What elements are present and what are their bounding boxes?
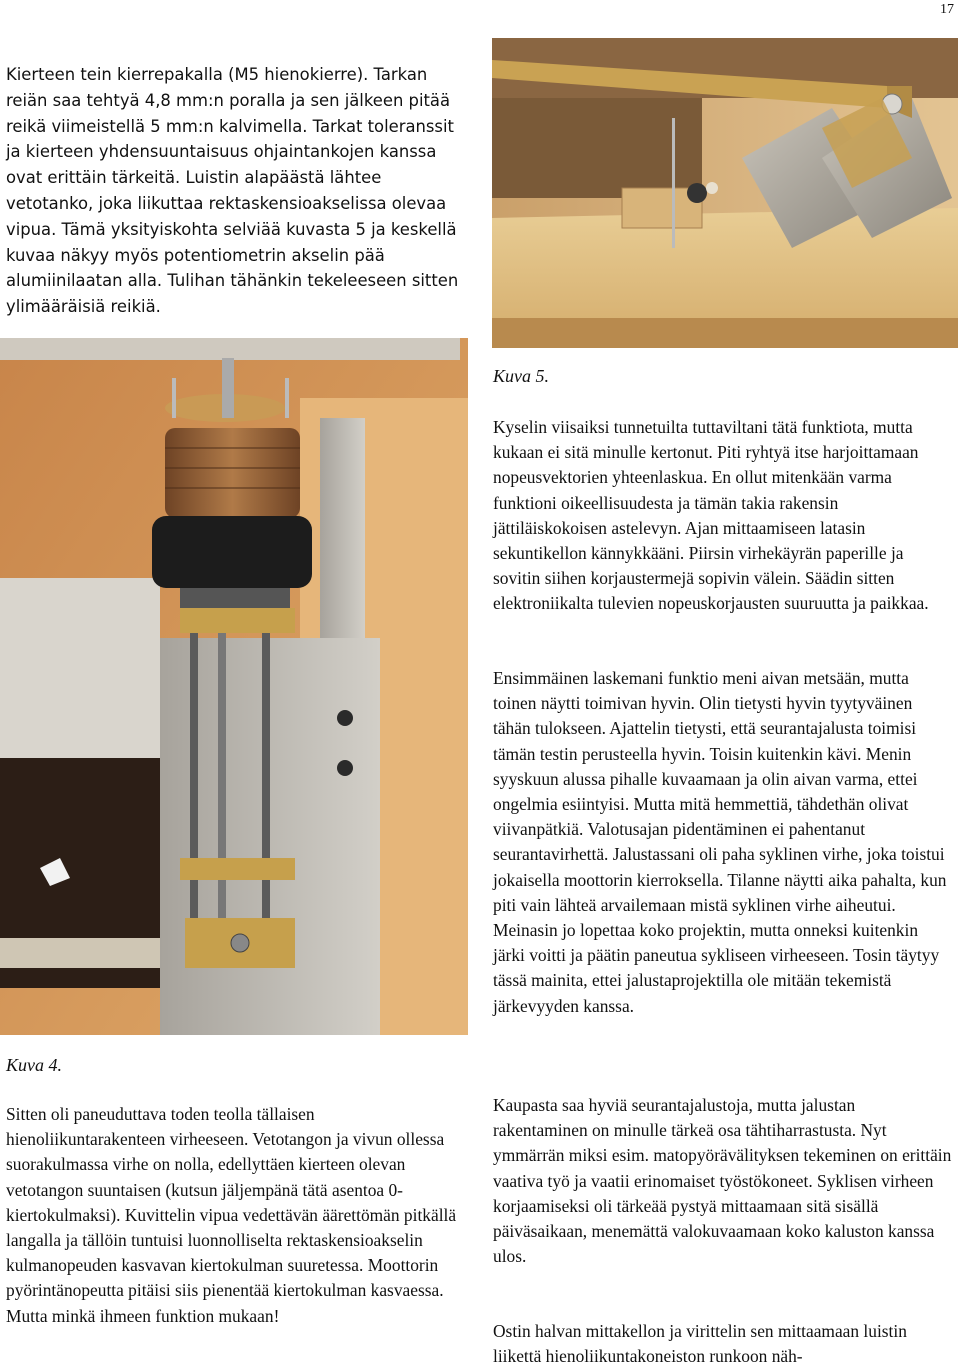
right-paragraph-4: Ostin halvan mittakellon ja virittelin sen mittaamaan luistin liikettä hienoliikuntakoneiston runkoon näh-: [493, 1321, 907, 1367]
right-paragraph-2: Ensimmäinen laskemani funktio meni aivan metsään, mutta toinen näytti toimivan hyvin. Olin tietysti hyvin tyytyväinen tähän tulokseen. Ajattelin tietysti, että seurantajalusta toimisi tämän testin perusteella hyvin. Toisin kuitenkin kävi. Menin syyskuun alussa pihalle kuvaamaan ja olin aivan varma, ettei ongelmia esiintyisi. Mutta mitä hemmettiä, tähdethän olivat viivanpätkiä. Valotusajan pidentäminen ei pahentanut seurantavirhettä. Jalustassani oli paha syklinen virhe, joka toistui jokaisella moottorin kierroksella. Tilanne näytti aika pahalta, kun piti vain lähteä arvailemaan mistä syklinen virhe aiheutui. Meinasin jo lopettaa koko projektin, mutta onneksi kuitenkin järki voitti ja päätin paneutua sykliseen virheeseen. Tosin täytyy tässä mainita, ettei jalustaprojektilla ole mitään tekemistä järkevyyden kanssa.: [493, 668, 947, 1016]
intro-paragraph: Kierteen tein kierrepakalla (M5 hienokierre). Tarkan reiän saa tehtyä 4,8 mm:n poralla ja sen jälkeen pitää reikä viimeistellä 5 mm:n kalvimella. Tarkat toleranssit ja kierteen yhdensuuntaisuus ohjaintankojen kanssa ovat erittäin tärkeitä. Luistin alapäästä lähtee vetotanko, joka liikuttaa rektaskensioakselissa olevaa vipua. Tämä yksityiskohta selviää kuvasta 5 ja keskellä kuvaa näkyy myös potentiometrin akselin pää alumiinilaatan alla. Tulihan tähänkin tekeleeseen sitten ylimääräisiä reikiä.: [6, 65, 459, 317]
figure4-photo: [0, 338, 468, 1035]
left-bottom-paragraph: Sitten oli paneuduttava toden teolla tällaisen hienoliikuntarakenteen virheeseen. Vetotangon ja vivun ollessa suorakulmassa virhe on nolla, edellyttäen kierteen olevan vetotangon suuntaisen (kutsun jäljempänä tätä asentoa 0-kiertokulmaksi). Kuvittelin vipua vedettävän äärettömän pitkällä langalla ja tällöin tuntuisi luonnolliselta rektaskensioakselin kulmanopeuden kasvavan kiertokulman suuretessa. Moottorin pyörintänopeutta pitäisi siis pienentää kiertokulman kasvaessa. Mutta minkä ihmeen funktion mukaan!: [6, 1104, 457, 1326]
figure4-caption: Kuva 4.: [6, 1055, 62, 1075]
right-paragraph-1: Kyselin viisaiksi tunnetuilta tuttaviltani tätä funktiota, mutta kukaan ei sitä minulle kertonut. Piti ryhtyä itse harjoittamaan nopeusvektorien yhteenlaskua. En ollut mitenkään varma funktioni oikeellisuudesta ja tämän takia rakensin jättiläiskokoisen astelevyn. Ajan mittaamiseen latasin sekuntikellon kännykkääni. Piirsin virhekäyrän paperille ja sovitin siihen korjaustermejä sopivin välein. Säädin sitten elektroniikalta tulevien nopeuskorjausten suuruutta ja paikkaa.: [493, 417, 929, 614]
figure5-photo: [492, 38, 958, 348]
page-number: 17: [940, 2, 954, 17]
figure5-caption: Kuva 5.: [493, 366, 549, 386]
right-paragraph-3: Kaupasta saa hyviä seurantajalustoja, mutta jalustan rakentaminen on minulle tärkeä osa tähtiharrastusta. Nyt ymmärrän miksi esim. matopyörävälityksen tekeminen on erittäin vaativa työ ja vaatii erinomaiset työstökoneet. Syklisen virheen korjaamiseksi oli tärkeää pystyä mittaamaan sitä sisällä päiväsaikaan, menemättä valokuvaamaan koko kaluston kanssa ulos.: [493, 1095, 952, 1267]
